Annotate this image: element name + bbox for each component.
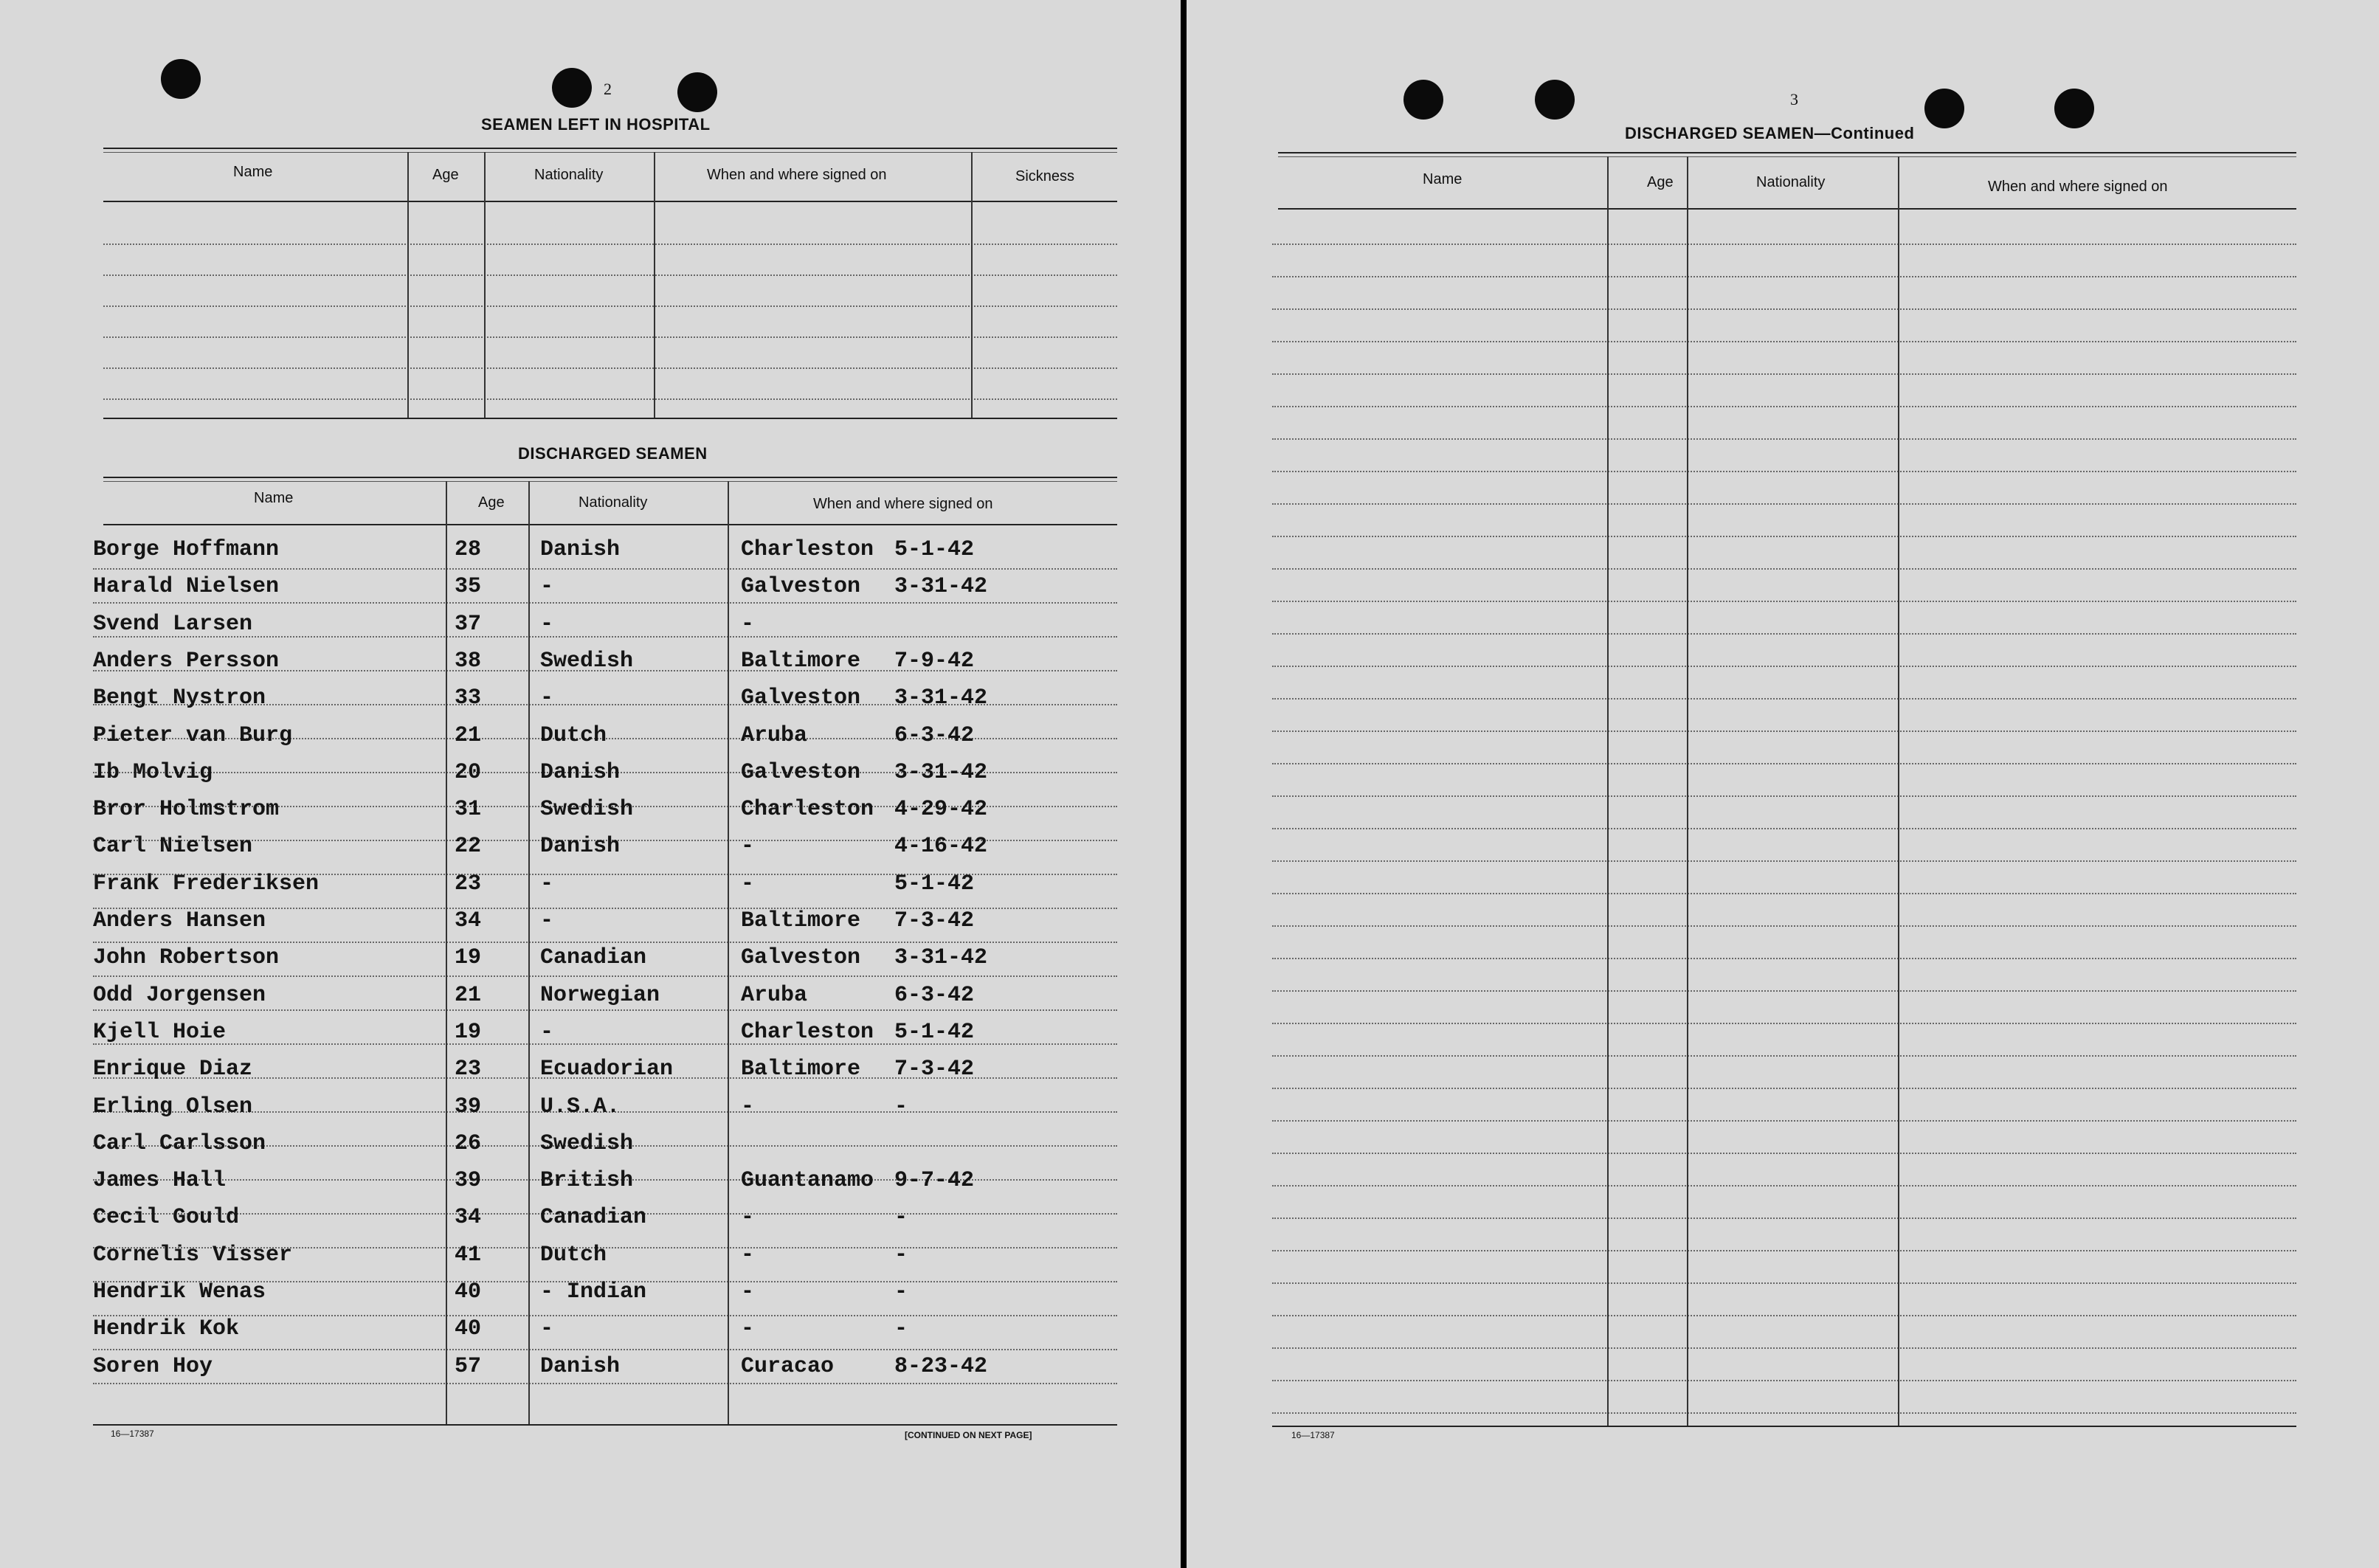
- right-page: [1187, 0, 2379, 1568]
- seaman-name: Enrique Diaz: [93, 1057, 253, 1082]
- col-header-nationality: Nationality: [534, 167, 604, 183]
- punch-hole: [1535, 80, 1575, 120]
- seaman-age: 19: [455, 945, 482, 970]
- seaman-nationality: Danish: [540, 537, 621, 562]
- seaman-nationality: Dutch: [540, 723, 607, 748]
- left-page: [0, 0, 1181, 1568]
- signed-on-date: 5-1-42: [894, 871, 975, 897]
- row-rule: [1272, 731, 2296, 732]
- seaman-age: 23: [455, 1057, 482, 1082]
- signed-on-date: 3-31-42: [894, 760, 988, 785]
- seaman-name: Svend Larsen: [93, 612, 253, 637]
- rule: [103, 524, 1117, 525]
- rule: [1278, 156, 2296, 157]
- seaman-age: 20: [455, 760, 482, 785]
- rule: [93, 1424, 1117, 1426]
- column-divider: [446, 481, 447, 1424]
- row-rule: [1272, 958, 2296, 959]
- rule: [1272, 1426, 2296, 1427]
- row-rule: [1272, 1380, 2296, 1381]
- row-rule: [1272, 1250, 2296, 1251]
- seaman-age: 26: [455, 1131, 482, 1156]
- seaman-nationality: -: [540, 1316, 554, 1341]
- seaman-nationality: Canadian: [540, 1205, 647, 1230]
- col-header-name: Name: [254, 490, 294, 506]
- row-rule: [1272, 568, 2296, 570]
- punch-hole: [1924, 89, 1964, 128]
- seaman-name: Carl Nielsen: [93, 834, 253, 859]
- col-header-nationality: Nationality: [579, 494, 648, 511]
- seaman-name: Hendrik Kok: [93, 1316, 240, 1341]
- row-rule: [103, 336, 1117, 338]
- seaman-nationality: -: [540, 1020, 554, 1045]
- form-code: 16—17387: [111, 1429, 154, 1439]
- signed-on-place: Galveston: [741, 685, 861, 711]
- signed-on-date: -: [894, 1279, 908, 1305]
- column-divider: [407, 152, 409, 418]
- col-header-age: Age: [432, 167, 459, 183]
- discharged-section-title: DISCHARGED SEAMEN: [518, 444, 708, 463]
- signed-on-place: -: [741, 1279, 755, 1305]
- row-rule: [1272, 536, 2296, 537]
- seaman-name: Bror Holmstrom: [93, 797, 280, 822]
- seaman-nationality: -: [540, 871, 554, 897]
- hospital-section-title: SEAMEN LEFT IN HOSPITAL: [481, 115, 711, 134]
- signed-on-place: Charleston: [741, 537, 874, 562]
- row-rule: [103, 367, 1117, 369]
- seaman-nationality: -: [540, 908, 554, 933]
- col-header-name: Name: [1423, 171, 1463, 187]
- row-rule: [1272, 795, 2296, 797]
- row-rule: [1272, 1347, 2296, 1349]
- column-divider: [484, 152, 486, 418]
- signed-on-date: 5-1-42: [894, 1020, 975, 1045]
- signed-on-place: -: [741, 834, 755, 859]
- row-rule: [103, 244, 1117, 245]
- signed-on-place: Galveston: [741, 760, 861, 785]
- page-number: 2: [604, 80, 612, 98]
- seaman-name: Borge Hoffmann: [93, 537, 280, 562]
- seaman-age: 34: [455, 1205, 482, 1230]
- seaman-age: 35: [455, 574, 482, 599]
- signed-on-date: -: [894, 1316, 908, 1341]
- signed-on-date: 9-7-42: [894, 1168, 975, 1193]
- seaman-name: Frank Frederiksen: [93, 871, 320, 897]
- seaman-age: 33: [455, 685, 482, 711]
- row-rule: [1272, 308, 2296, 310]
- row-rule: [1272, 1315, 2296, 1316]
- row-rule: [93, 942, 1117, 943]
- signed-on-place: Charleston: [741, 1020, 874, 1045]
- signed-on-date: 4-16-42: [894, 834, 988, 859]
- seaman-nationality: British: [540, 1168, 634, 1193]
- row-rule: [1272, 1055, 2296, 1057]
- column-divider: [528, 481, 530, 1424]
- signed-on-place: Aruba: [741, 983, 808, 1008]
- punch-hole: [677, 72, 717, 112]
- col-header-signed-on: When and where signed on: [707, 167, 887, 183]
- col-header-name: Name: [233, 164, 273, 180]
- row-rule: [1272, 893, 2296, 894]
- row-rule: [1272, 925, 2296, 927]
- seaman-name: Harald Nielsen: [93, 574, 280, 599]
- punch-hole: [2054, 89, 2094, 128]
- signed-on-place: -: [741, 1205, 755, 1230]
- seaman-nationality: Swedish: [540, 1131, 634, 1156]
- row-rule: [1272, 698, 2296, 700]
- row-rule: [103, 305, 1117, 307]
- seaman-age: 40: [455, 1279, 482, 1305]
- signed-on-place: Charleston: [741, 797, 874, 822]
- row-rule: [1272, 341, 2296, 342]
- row-rule: [1272, 1185, 2296, 1187]
- seaman-name: Cecil Gould: [93, 1205, 240, 1230]
- col-header-signed-on: When and where signed on: [813, 496, 993, 512]
- rule: [103, 477, 1117, 478]
- row-rule: [1272, 1218, 2296, 1219]
- row-rule: [1272, 601, 2296, 602]
- signed-on-place: Galveston: [741, 574, 861, 599]
- seaman-age: 22: [455, 834, 482, 859]
- rule: [1278, 152, 2296, 153]
- signed-on-place: Baltimore: [741, 1057, 861, 1082]
- row-rule: [1272, 860, 2296, 862]
- signed-on-date: 3-31-42: [894, 685, 988, 711]
- seaman-age: 31: [455, 797, 482, 822]
- seaman-age: 41: [455, 1243, 482, 1268]
- signed-on-date: 7-3-42: [894, 908, 975, 933]
- rule: [103, 481, 1117, 482]
- punch-hole: [1403, 80, 1443, 120]
- row-rule: [103, 398, 1117, 400]
- seaman-age: 38: [455, 649, 482, 674]
- seaman-nationality: Canadian: [540, 945, 647, 970]
- seaman-name: Anders Persson: [93, 649, 280, 674]
- seaman-age: 37: [455, 612, 482, 637]
- seaman-age: 57: [455, 1354, 482, 1379]
- seaman-age: 23: [455, 871, 482, 897]
- continued-note: [CONTINUED ON NEXT PAGE]: [905, 1430, 1032, 1440]
- row-rule: [93, 1009, 1117, 1011]
- row-rule: [1272, 1153, 2296, 1154]
- seaman-name: Erling Olsen: [93, 1094, 253, 1119]
- row-rule: [1272, 503, 2296, 505]
- seaman-name: Cornelis Visser: [93, 1243, 293, 1268]
- seaman-nationality: Swedish: [540, 797, 634, 822]
- col-header-signed-on: When and where signed on: [1988, 179, 2168, 195]
- row-rule: [1272, 763, 2296, 764]
- row-rule: [1272, 828, 2296, 829]
- row-rule: [1272, 666, 2296, 667]
- row-rule: [1272, 471, 2296, 472]
- row-rule: [1272, 276, 2296, 277]
- row-rule: [1272, 1282, 2296, 1284]
- seaman-age: 21: [455, 983, 482, 1008]
- signed-on-place: -: [741, 612, 755, 637]
- signed-on-place: Baltimore: [741, 908, 861, 933]
- seaman-name: Odd Jorgensen: [93, 983, 266, 1008]
- signed-on-date: 3-31-42: [894, 945, 988, 970]
- signed-on-date: 5-1-42: [894, 537, 975, 562]
- signed-on-date: 7-3-42: [894, 1057, 975, 1082]
- row-rule: [1272, 1088, 2296, 1089]
- column-divider: [1687, 156, 1688, 1426]
- seaman-name: Soren Hoy: [93, 1354, 213, 1379]
- signed-on-date: -: [894, 1243, 908, 1268]
- row-rule: [1272, 373, 2296, 375]
- column-divider: [1607, 156, 1609, 1426]
- signed-on-place: Galveston: [741, 945, 861, 970]
- row-rule: [93, 975, 1117, 977]
- seaman-name: Anders Hansen: [93, 908, 266, 933]
- seaman-name: Kjell Hoie: [93, 1020, 227, 1045]
- signed-on-date: 7-9-42: [894, 649, 975, 674]
- rule: [1278, 208, 2296, 210]
- form-code: 16—17387: [1291, 1430, 1335, 1440]
- row-rule: [1272, 244, 2296, 245]
- signed-on-place: Aruba: [741, 723, 808, 748]
- col-header-nationality: Nationality: [1756, 174, 1826, 190]
- row-rule: [1272, 633, 2296, 635]
- row-rule: [1272, 1412, 2296, 1414]
- seaman-age: 34: [455, 908, 482, 933]
- seaman-nationality: Danish: [540, 1354, 621, 1379]
- page-number: 3: [1790, 90, 1798, 108]
- signed-on-place: Curacao: [741, 1354, 835, 1379]
- signed-on-place: -: [741, 1094, 755, 1119]
- signed-on-date: 6-3-42: [894, 723, 975, 748]
- row-rule: [103, 274, 1117, 276]
- rule: [103, 152, 1117, 153]
- col-header-age: Age: [1647, 174, 1674, 190]
- row-rule: [1272, 1120, 2296, 1122]
- column-divider: [654, 152, 655, 418]
- signed-on-date: 8-23-42: [894, 1354, 988, 1379]
- seaman-age: 19: [455, 1020, 482, 1045]
- punch-hole: [161, 59, 201, 99]
- signed-on-place: -: [741, 1243, 755, 1268]
- seaman-age: 39: [455, 1094, 482, 1119]
- row-rule: [93, 568, 1117, 570]
- seaman-nationality: Norwegian: [540, 983, 660, 1008]
- seaman-age: 21: [455, 723, 482, 748]
- seaman-nationality: Dutch: [540, 1243, 607, 1268]
- seaman-name: Pieter van Burg: [93, 723, 293, 748]
- row-rule: [93, 602, 1117, 604]
- row-rule: [93, 1315, 1117, 1316]
- seaman-name: James Hall: [93, 1168, 227, 1193]
- rule: [103, 201, 1117, 202]
- signed-on-date: 3-31-42: [894, 574, 988, 599]
- signed-on-date: 6-3-42: [894, 983, 975, 1008]
- seaman-name: Bengt Nystron: [93, 685, 266, 711]
- seaman-name: John Robertson: [93, 945, 280, 970]
- col-header-sickness: Sickness: [1015, 168, 1075, 184]
- seaman-age: 28: [455, 537, 482, 562]
- seaman-nationality: Swedish: [540, 649, 634, 674]
- signed-on-place: -: [741, 1316, 755, 1341]
- col-header-age: Age: [478, 494, 505, 511]
- seaman-age: 40: [455, 1316, 482, 1341]
- signed-on-place: Guantanamo: [741, 1168, 874, 1193]
- seaman-name: Carl Carlsson: [93, 1131, 266, 1156]
- rule: [103, 148, 1117, 149]
- signed-on-date: -: [894, 1205, 908, 1230]
- seaman-nationality: U.S.A.: [540, 1094, 621, 1119]
- column-divider: [728, 481, 729, 1424]
- seaman-name: Hendrik Wenas: [93, 1279, 266, 1305]
- seaman-nationality: Ecuadorian: [540, 1057, 674, 1082]
- row-rule: [1272, 406, 2296, 407]
- signed-on-date: 4-29-42: [894, 797, 988, 822]
- signed-on-place: -: [741, 871, 755, 897]
- row-rule: [1272, 990, 2296, 992]
- punch-hole: [552, 68, 592, 108]
- signed-on-date: -: [894, 1094, 908, 1119]
- seaman-age: 39: [455, 1168, 482, 1193]
- seaman-nationality: Danish: [540, 834, 621, 859]
- seaman-nationality: - Indian: [540, 1279, 647, 1305]
- seaman-nationality: -: [540, 574, 554, 599]
- seaman-nationality: Danish: [540, 760, 621, 785]
- discharged-continued-title: DISCHARGED SEAMEN—Continued: [1625, 124, 1915, 142]
- row-rule: [1272, 438, 2296, 440]
- row-rule: [93, 1383, 1117, 1384]
- row-rule: [1272, 1023, 2296, 1024]
- row-rule: [93, 1349, 1117, 1350]
- seaman-nationality: -: [540, 612, 554, 637]
- seaman-name: Ib Molvig: [93, 760, 213, 785]
- column-divider: [971, 152, 973, 418]
- column-divider: [1898, 156, 1899, 1426]
- signed-on-place: Baltimore: [741, 649, 861, 674]
- rule: [103, 418, 1117, 419]
- seaman-nationality: -: [540, 685, 554, 711]
